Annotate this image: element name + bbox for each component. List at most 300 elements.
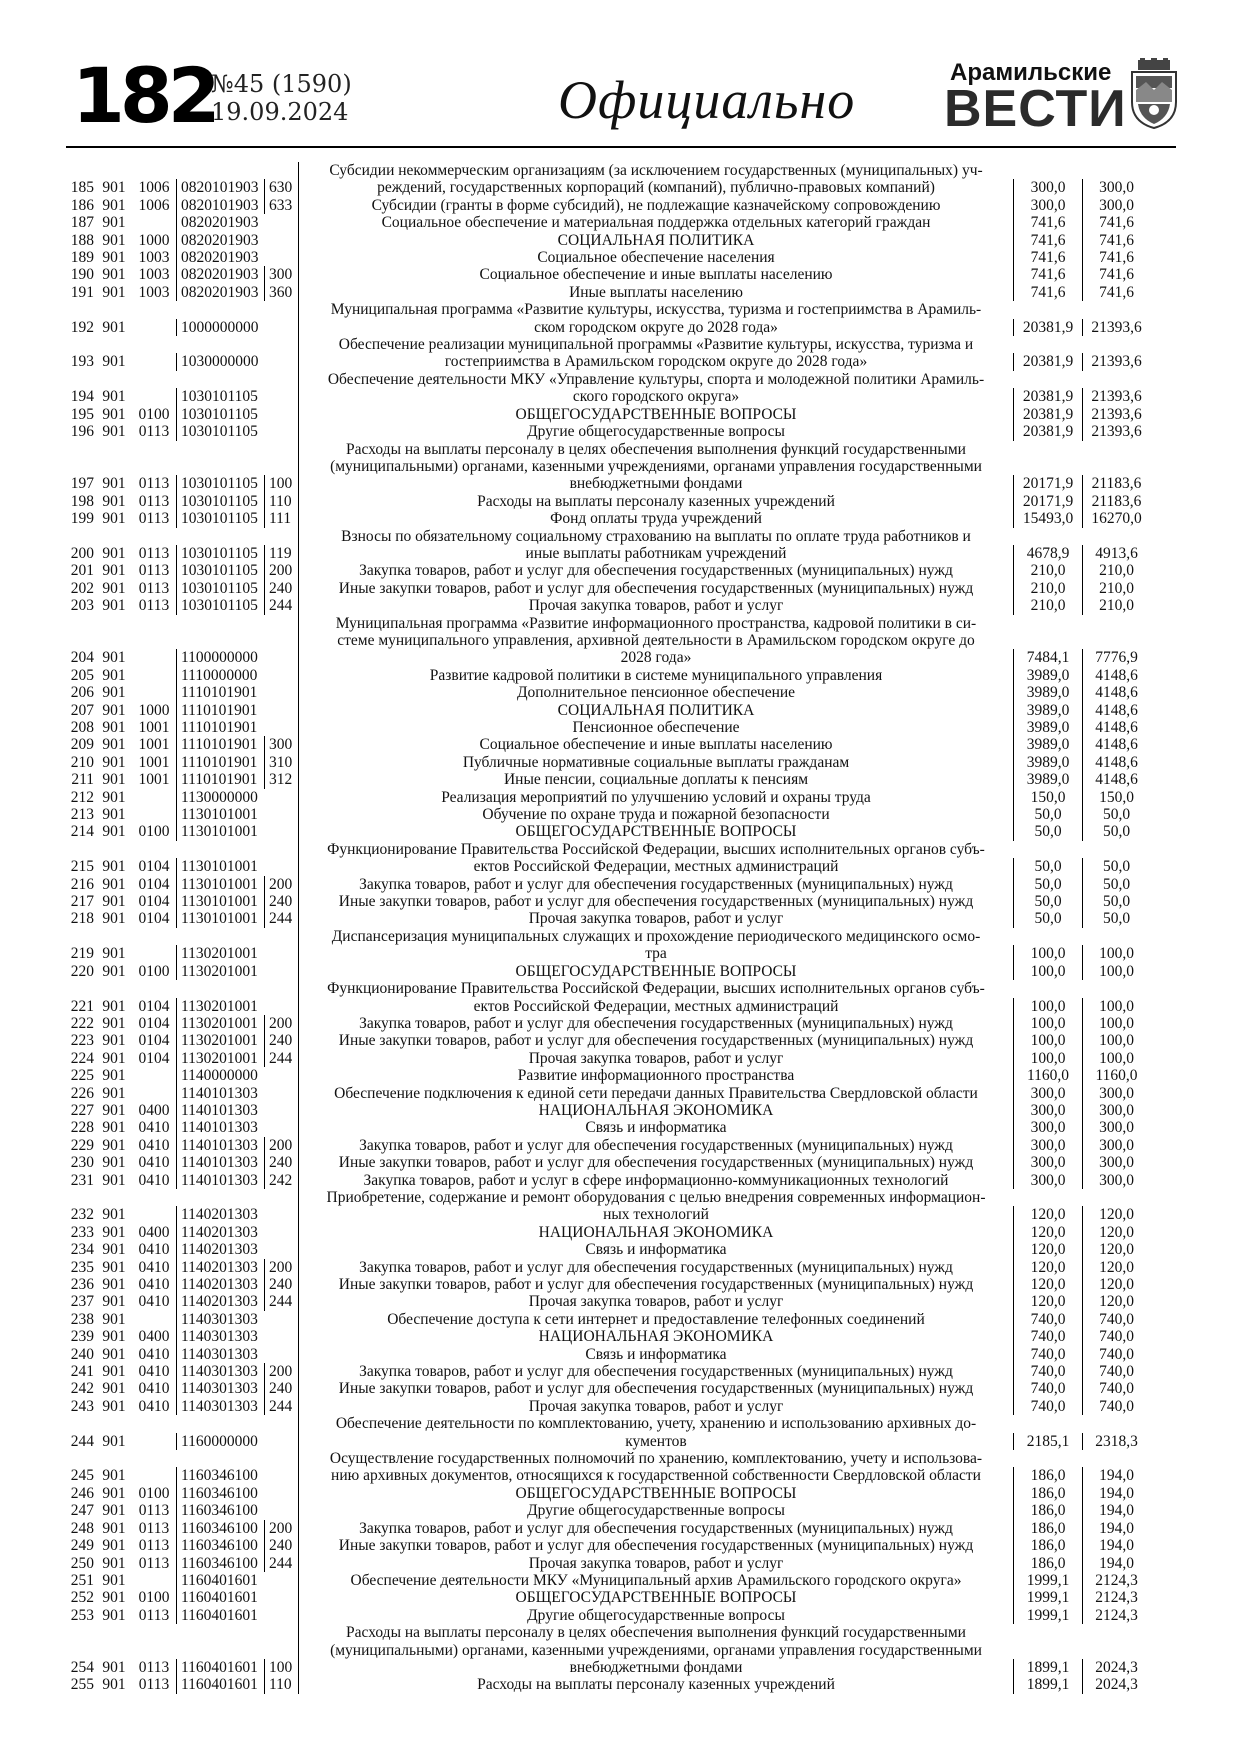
admin-code: 901: [102, 318, 126, 336]
section-code: 0104: [138, 875, 170, 893]
target-article-code: 1140301303: [176, 1380, 264, 1397]
table-row: [66, 1589, 1178, 1606]
row-number: 191: [70, 283, 94, 301]
target-article-code: 1160401601: [176, 1572, 264, 1589]
row-number: 203: [70, 597, 94, 615]
row-number: 243: [70, 1397, 94, 1415]
item-name: Другие общегосударственные вопросы: [298, 423, 1013, 440]
amount-2025: 20171,9: [1013, 475, 1082, 492]
amount-2026: 300,0: [1082, 1102, 1150, 1119]
row-number: 234: [70, 1241, 94, 1259]
section-code: 0410: [138, 1397, 170, 1415]
page-header: [0, 0, 1241, 150]
admin-code: 901: [102, 1328, 126, 1346]
target-article-code: 1140301303: [176, 1398, 264, 1415]
item-name: Приобретение, содержание и ремонт оборудования с целью внедрения современных информацион- ных технологий: [298, 1189, 1013, 1224]
table-row: [66, 1189, 1178, 1224]
expense-type-code: 633: [264, 197, 298, 214]
target-article-code: 1030101105: [176, 423, 264, 440]
admin-code: 901: [102, 1606, 126, 1624]
row-number: 223: [70, 1032, 94, 1050]
amount-2025: 3989,0: [1013, 702, 1082, 719]
amount-2026: 100,0: [1082, 998, 1150, 1015]
admin-code: 901: [102, 893, 126, 911]
admin-code: 901: [102, 1258, 126, 1276]
amount-2026: 741,6: [1082, 266, 1150, 283]
target-article-code: 1130101001: [176, 858, 264, 875]
item-name: Иные выплаты населению: [298, 284, 1013, 301]
item-name: Функционирование Правительства Российской Федерации, высших исполнительных органов субъ- ектов Российской Федерации, местных администраций: [298, 980, 1013, 1015]
amount-2025: 20381,9: [1013, 319, 1082, 336]
amount-2026: 2024,3: [1082, 1659, 1150, 1676]
admin-code: 901: [102, 1171, 126, 1189]
item-name: Обеспечение подключения к единой сети передачи данных Правительства Свердловской области: [298, 1085, 1013, 1102]
item-name: Прочая закупка товаров, работ и услуг: [298, 1293, 1013, 1310]
admin-code: 901: [102, 1363, 126, 1381]
amount-2025: 740,0: [1013, 1311, 1082, 1328]
item-name: Другие общегосударственные вопросы: [298, 1502, 1013, 1519]
item-name: Расходы на выплаты персоналу казенных учреждений: [298, 1676, 1013, 1693]
expense-type-code: 110: [264, 493, 298, 510]
amount-2025: 15493,0: [1013, 510, 1082, 527]
admin-code: 901: [102, 753, 126, 771]
target-article-code: 1130101001: [176, 893, 264, 910]
target-article-code: 1030101105: [176, 510, 264, 527]
admin-code: 901: [102, 1345, 126, 1363]
expense-type-code: 200: [264, 1363, 298, 1380]
amount-2026: 50,0: [1082, 858, 1150, 875]
table-row: [66, 980, 1178, 1015]
amount-2026: 210,0: [1082, 562, 1150, 579]
table-row: [66, 789, 1178, 806]
row-number: 238: [70, 1310, 94, 1328]
section-code: 0100: [138, 1589, 170, 1607]
amount-2025: 2185,1: [1013, 1433, 1082, 1450]
section-code: 1000: [138, 701, 170, 719]
expense-type-code: 240: [264, 893, 298, 910]
item-name: Связь и информатика: [298, 1119, 1013, 1136]
table-row: [66, 1085, 1178, 1102]
row-number: 226: [70, 1084, 94, 1102]
amount-2025: 741,6: [1013, 249, 1082, 266]
expense-type-code: 240: [264, 1380, 298, 1397]
admin-code: 901: [102, 249, 126, 267]
section-code: 0100: [138, 405, 170, 423]
row-number: 222: [70, 1014, 94, 1032]
amount-2026: 740,0: [1082, 1328, 1150, 1345]
admin-code: 901: [102, 997, 126, 1015]
section-code: 1001: [138, 736, 170, 754]
section-code: 0113: [138, 1676, 170, 1694]
target-article-code: 1110101901: [176, 684, 264, 701]
item-name: Иные закупки товаров, работ и услуг для обеспечения государственных (муниципальных) нужд: [298, 893, 1013, 910]
item-name: ОБЩЕГОСУДАРСТВЕННЫЕ ВОПРОСЫ: [298, 963, 1013, 980]
expense-type-code: 200: [264, 876, 298, 893]
amount-2025: 20381,9: [1013, 406, 1082, 423]
admin-code: 901: [102, 858, 126, 876]
item-name: Прочая закупка товаров, работ и услуг: [298, 910, 1013, 927]
amount-2026: 50,0: [1082, 910, 1150, 927]
table-row: [66, 1485, 1178, 1502]
amount-2026: 194,0: [1082, 1520, 1150, 1537]
target-article-code: 1160346100: [176, 1537, 264, 1554]
table-row: [66, 1032, 1178, 1049]
row-number: 230: [70, 1154, 94, 1172]
section-code: 0410: [138, 1363, 170, 1381]
table-row: [66, 893, 1178, 910]
section-code: 0410: [138, 1345, 170, 1363]
row-number: 229: [70, 1136, 94, 1154]
table-row: [66, 1172, 1178, 1189]
item-name: Диспансеризация муниципальных служащих и прохождение периодического медицинского осмо- тра: [298, 928, 1013, 963]
amount-2026: 120,0: [1082, 1259, 1150, 1276]
row-number: 196: [70, 423, 94, 441]
amount-2026: 210,0: [1082, 580, 1150, 597]
amount-2026: 300,0: [1082, 1137, 1150, 1154]
amount-2026: 21393,6: [1082, 423, 1150, 440]
section-code: 0113: [138, 1519, 170, 1537]
section-code: 1003: [138, 283, 170, 301]
section-code: 1006: [138, 179, 170, 197]
target-article-code: 1140101303: [176, 1172, 264, 1189]
amount-2026: 300,0: [1082, 179, 1150, 196]
table-row: [66, 806, 1178, 823]
section-code: 0400: [138, 1328, 170, 1346]
target-article-code: 1140101303: [176, 1119, 264, 1136]
amount-2026: 120,0: [1082, 1224, 1150, 1241]
section-code: 1006: [138, 196, 170, 214]
row-number: 228: [70, 1119, 94, 1137]
admin-code: 901: [102, 1067, 126, 1085]
item-name: Закупка товаров, работ и услуг для обеспечения государственных (муниципальных) нужд: [298, 562, 1013, 579]
amount-2025: 300,0: [1013, 1102, 1082, 1119]
expense-type-code: 244: [264, 1050, 298, 1067]
table-row: [66, 1241, 1178, 1258]
item-name: Иные закупки товаров, работ и услуг для обеспечения государственных (муниципальных) нужд: [298, 1276, 1013, 1293]
amount-2026: 740,0: [1082, 1380, 1150, 1397]
section-code: 0410: [138, 1380, 170, 1398]
amount-2025: 7484,1: [1013, 649, 1082, 666]
row-number: 197: [70, 475, 94, 493]
item-name: Развитие информационного пространства: [298, 1067, 1013, 1084]
item-name: Функционирование Правительства Российской Федерации, высших исполнительных органов субъ- ектов Российской Федерации, местных администраций: [298, 841, 1013, 876]
amount-2026: 741,6: [1082, 232, 1150, 249]
amount-2025: 740,0: [1013, 1328, 1082, 1345]
item-name: Обучение по охране труда и пожарной безопасности: [298, 806, 1013, 823]
item-name: Социальное обеспечение населения: [298, 249, 1013, 266]
target-article-code: 1140201303: [176, 1276, 264, 1293]
row-number: 194: [70, 388, 94, 406]
amount-2026: 50,0: [1082, 806, 1150, 823]
amount-2026: 7776,9: [1082, 649, 1150, 666]
item-name: Осуществление государственных полномочий по хранению, комплектованию, учету и использова- нию архивных документов, относящихся к государственной собственности Свердловской области: [298, 1450, 1013, 1485]
amount-2025: 20381,9: [1013, 353, 1082, 370]
amount-2025: 120,0: [1013, 1259, 1082, 1276]
item-name: Иные закупки товаров, работ и услуг для обеспечения государственных (муниципальных) нужд: [298, 580, 1013, 597]
section-code: 0113: [138, 562, 170, 580]
item-name: Социальное обеспечение и иные выплаты населению: [298, 266, 1013, 283]
row-number: 213: [70, 806, 94, 824]
expense-type-code: 100: [264, 1659, 298, 1676]
amount-2025: 210,0: [1013, 562, 1082, 579]
table-row: [66, 841, 1178, 876]
amount-2025: 3989,0: [1013, 754, 1082, 771]
table-row: [66, 1224, 1178, 1241]
expense-type-code: 244: [264, 597, 298, 614]
table-row: [66, 406, 1178, 423]
target-article-code: 1160346100: [176, 1485, 264, 1502]
amount-2026: 50,0: [1082, 893, 1150, 910]
amount-2026: 2024,3: [1082, 1676, 1150, 1693]
amount-2025: 740,0: [1013, 1398, 1082, 1415]
table-row: [66, 197, 1178, 214]
item-name: Расходы на выплаты персоналу казенных учреждений: [298, 493, 1013, 510]
target-article-code: 0820101903: [176, 179, 264, 196]
amount-2026: 21183,6: [1082, 475, 1150, 492]
amount-2026: 194,0: [1082, 1485, 1150, 1502]
admin-code: 901: [102, 579, 126, 597]
admin-code: 901: [102, 1380, 126, 1398]
row-number: 250: [70, 1554, 94, 1572]
row-number: 231: [70, 1171, 94, 1189]
admin-code: 901: [102, 684, 126, 702]
admin-code: 901: [102, 231, 126, 249]
target-article-code: 0820201903: [176, 249, 264, 266]
admin-code: 901: [102, 788, 126, 806]
item-name: Пенсионное обеспечение: [298, 719, 1013, 736]
admin-code: 901: [102, 701, 126, 719]
item-name: Иные закупки товаров, работ и услуг для обеспечения государственных (муниципальных) нужд: [298, 1154, 1013, 1171]
row-number: 218: [70, 910, 94, 928]
amount-2025: 3989,0: [1013, 684, 1082, 701]
amount-2026: 740,0: [1082, 1398, 1150, 1415]
admin-code: 901: [102, 771, 126, 789]
target-article-code: 0820101903: [176, 197, 264, 214]
page-number: 182: [72, 51, 216, 140]
expense-type-code: 242: [264, 1172, 298, 1189]
amount-2026: 4148,6: [1082, 771, 1150, 788]
expense-type-code: 244: [264, 1555, 298, 1572]
admin-code: 901: [102, 423, 126, 441]
amount-2025: 210,0: [1013, 597, 1082, 614]
amount-2026: 120,0: [1082, 1206, 1150, 1223]
section-code: 0410: [138, 1119, 170, 1137]
item-name: ОБЩЕГОСУДАРСТВЕННЫЕ ВОПРОСЫ: [298, 1589, 1013, 1606]
amount-2025: 1999,1: [1013, 1607, 1082, 1624]
row-number: 252: [70, 1589, 94, 1607]
admin-code: 901: [102, 1276, 126, 1293]
row-number: 217: [70, 893, 94, 911]
amount-2026: 740,0: [1082, 1363, 1150, 1380]
section-code: 0113: [138, 492, 170, 510]
item-name: Субсидии некоммерческим организациям (за исключением государственных (муниципальных) уч- реждений, государственных корпораций (компаний), публично-правовых компаний): [298, 162, 1013, 197]
item-name: Связь и информатика: [298, 1241, 1013, 1258]
amount-2026: 210,0: [1082, 597, 1150, 614]
row-number: 210: [70, 753, 94, 771]
expense-type-code: 300: [264, 266, 298, 283]
target-article-code: 1100000000: [176, 649, 264, 666]
item-name: Муниципальная программа «Развитие культуры, искусства, туризма и гостеприимства в Арамиль- ском городском округе до 2028 года»: [298, 301, 1013, 336]
item-name: Публичные нормативные социальные выплаты гражданам: [298, 754, 1013, 771]
target-article-code: 1130101001: [176, 876, 264, 893]
target-article-code: 1160000000: [176, 1433, 264, 1450]
item-name: Закупка товаров, работ и услуг для обеспечения государственных (муниципальных) нужд: [298, 876, 1013, 893]
amount-2025: 210,0: [1013, 580, 1082, 597]
target-article-code: 1030101105: [176, 580, 264, 597]
amount-2026: 100,0: [1082, 1015, 1150, 1032]
amount-2026: 21393,6: [1082, 388, 1150, 405]
section-code: 0104: [138, 893, 170, 911]
table-row: [66, 1137, 1178, 1154]
section-code: 1001: [138, 719, 170, 736]
admin-code: 901: [102, 1032, 126, 1050]
row-number: 192: [70, 318, 94, 336]
target-article-code: 1140301303: [176, 1346, 264, 1363]
section-code: 0100: [138, 962, 170, 980]
table-row: [66, 1520, 1178, 1537]
amount-2025: 150,0: [1013, 789, 1082, 806]
row-number: 219: [70, 945, 94, 963]
item-name: Муниципальная программа «Развитие информационного пространства, кадровой политики в си- стеме муниципального управления, архивной деятельности в Арамильском городском округе до 2028 года»: [298, 615, 1013, 667]
row-number: 188: [70, 231, 94, 249]
target-article-code: 1110101901: [176, 754, 264, 771]
amount-2025: 1899,1: [1013, 1659, 1082, 1676]
admin-code: 901: [102, 1432, 126, 1450]
amount-2026: 740,0: [1082, 1346, 1150, 1363]
target-article-code: 1110101901: [176, 736, 264, 753]
target-article-code: 1030101105: [176, 545, 264, 562]
row-number: 242: [70, 1380, 94, 1398]
admin-code: 901: [102, 1484, 126, 1502]
section-code: 0104: [138, 1032, 170, 1050]
expense-type-code: 630: [264, 179, 298, 196]
target-article-code: 1030101105: [176, 597, 264, 614]
amount-2025: 186,0: [1013, 1485, 1082, 1502]
amount-2026: 120,0: [1082, 1241, 1150, 1258]
target-article-code: 1160346100: [176, 1502, 264, 1519]
amount-2025: 120,0: [1013, 1224, 1082, 1241]
target-article-code: 0820201903: [176, 266, 264, 283]
section-code: 0113: [138, 510, 170, 528]
target-article-code: 1110101901: [176, 771, 264, 788]
amount-2026: 741,6: [1082, 214, 1150, 231]
admin-code: 901: [102, 597, 126, 615]
amount-2026: 100,0: [1082, 1050, 1150, 1067]
admin-code: 901: [102, 823, 126, 841]
row-number: 209: [70, 736, 94, 754]
brand-name-main: ВЕСТИ: [944, 80, 1127, 138]
amount-2025: 300,0: [1013, 1172, 1082, 1189]
row-number: 221: [70, 997, 94, 1015]
row-number: 214: [70, 823, 94, 841]
section-code: 0410: [138, 1136, 170, 1154]
item-name: ОБЩЕГОСУДАРСТВЕННЫЕ ВОПРОСЫ: [298, 1485, 1013, 1502]
section-code: 0410: [138, 1276, 170, 1293]
target-article-code: 1160346100: [176, 1467, 264, 1484]
item-name: Закупка товаров, работ и услуг для обеспечения государственных (муниципальных) нужд: [298, 1015, 1013, 1032]
item-name: Закупка товаров, работ и услуг для обеспечения государственных (муниципальных) нужд: [298, 1137, 1013, 1154]
target-article-code: 0820201903: [176, 214, 264, 231]
row-number: 220: [70, 962, 94, 980]
target-article-code: 1160401601: [176, 1589, 264, 1606]
admin-code: 901: [102, 945, 126, 963]
admin-code: 901: [102, 179, 126, 197]
admin-code: 901: [102, 719, 126, 736]
amount-2025: 50,0: [1013, 876, 1082, 893]
admin-code: 901: [102, 910, 126, 928]
target-article-code: 1140201303: [176, 1224, 264, 1241]
admin-code: 901: [102, 1467, 126, 1485]
row-number: 236: [70, 1276, 94, 1293]
row-number: 206: [70, 684, 94, 702]
amount-2026: 150,0: [1082, 789, 1150, 806]
row-number: 205: [70, 666, 94, 684]
item-name: Связь и информатика: [298, 1346, 1013, 1363]
admin-code: 901: [102, 1014, 126, 1032]
admin-code: 901: [102, 1519, 126, 1537]
admin-code: 901: [102, 666, 126, 684]
table-row: [66, 1380, 1178, 1397]
item-name: Фонд оплаты труда учреждений: [298, 510, 1013, 527]
item-name: Взносы по обязательному социальному страхованию на выплаты по оплате труда работников и иные выплаты работникам учреждений: [298, 528, 1013, 563]
amount-2026: 21393,6: [1082, 353, 1150, 370]
row-number: 249: [70, 1537, 94, 1555]
amount-2025: 1899,1: [1013, 1676, 1082, 1693]
row-number: 232: [70, 1206, 94, 1224]
item-name: Закупка товаров, работ и услуг в сфере информационно-коммуникационных технологий: [298, 1172, 1013, 1189]
section-code: 0104: [138, 858, 170, 876]
amount-2026: 2124,3: [1082, 1607, 1150, 1624]
crest-icon: [1128, 58, 1180, 130]
section-code: 0100: [138, 823, 170, 841]
target-article-code: 1140201303: [176, 1259, 264, 1276]
table-row: [66, 928, 1178, 963]
expense-type-code: 244: [264, 910, 298, 927]
amount-2025: 186,0: [1013, 1555, 1082, 1572]
item-name: Обеспечение деятельности МКУ «Управление культуры, спорта и молодежной политики Арамиль- ского городского округа»: [298, 371, 1013, 406]
section-code: 0113: [138, 1658, 170, 1676]
amount-2025: 120,0: [1013, 1206, 1082, 1223]
section-code: 0410: [138, 1258, 170, 1276]
amount-2025: 741,6: [1013, 232, 1082, 249]
table-row: [66, 1676, 1178, 1693]
target-article-code: 1130201001: [176, 945, 264, 962]
target-article-code: 1130201001: [176, 963, 264, 980]
item-name: НАЦИОНАЛЬНАЯ ЭКОНОМИКА: [298, 1328, 1013, 1345]
header-divider: [66, 146, 1176, 148]
item-name: СОЦИАЛЬНАЯ ПОЛИТИКА: [298, 702, 1013, 719]
table-row: [66, 910, 1178, 927]
expense-type-code: 312: [264, 771, 298, 788]
amount-2025: 4678,9: [1013, 545, 1082, 562]
amount-2025: 3989,0: [1013, 667, 1082, 684]
admin-code: 901: [102, 1502, 126, 1520]
admin-code: 901: [102, 806, 126, 824]
admin-code: 901: [102, 1397, 126, 1415]
amount-2025: 50,0: [1013, 858, 1082, 875]
table-row: [66, 719, 1178, 736]
table-row: [66, 441, 1178, 493]
admin-code: 901: [102, 388, 126, 406]
admin-code: 901: [102, 475, 126, 493]
row-number: 200: [70, 544, 94, 562]
target-article-code: 1130101001: [176, 806, 264, 823]
expense-type-code: 310: [264, 754, 298, 771]
amount-2025: 300,0: [1013, 197, 1082, 214]
row-number: 245: [70, 1467, 94, 1485]
amount-2026: 100,0: [1082, 963, 1150, 980]
amount-2026: 4148,6: [1082, 684, 1150, 701]
